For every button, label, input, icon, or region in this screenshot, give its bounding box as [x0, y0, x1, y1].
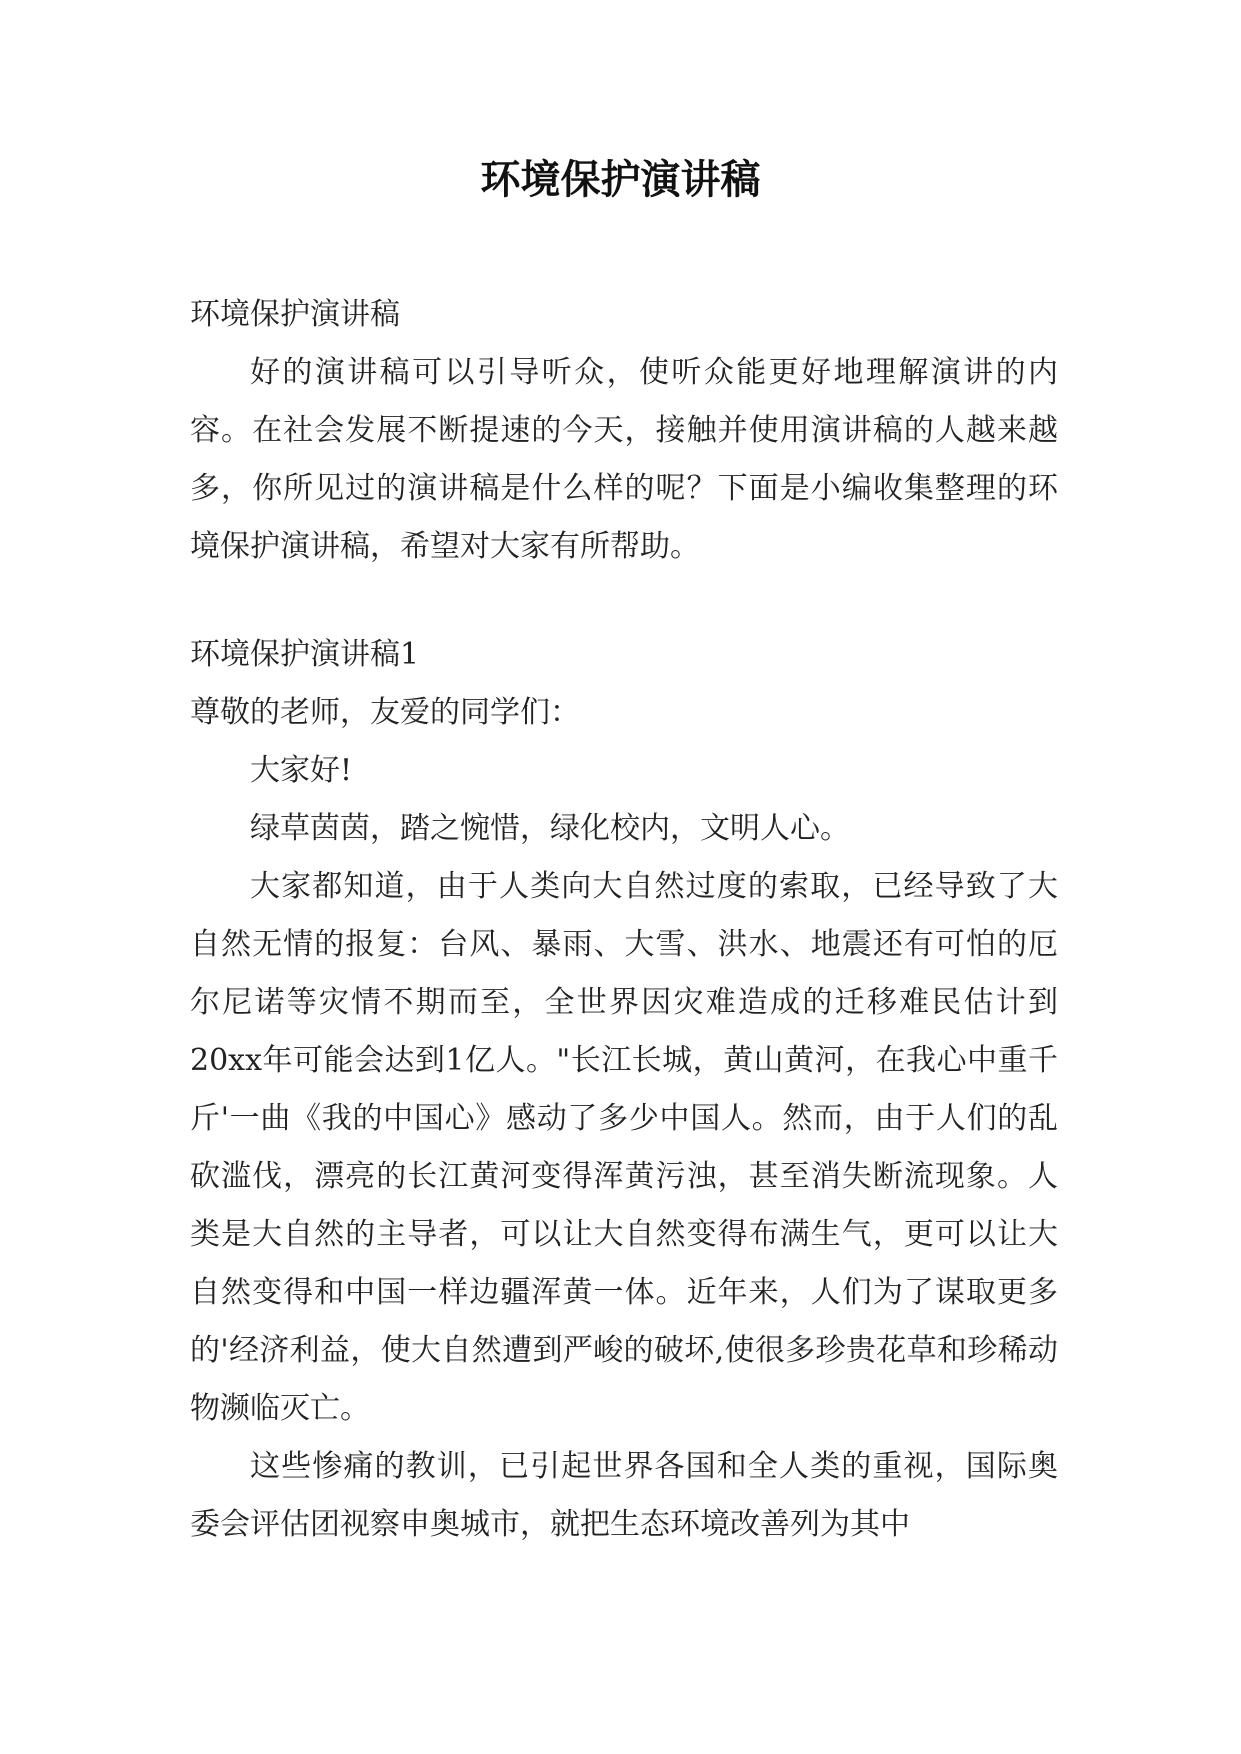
body-paragraph-1: 大家都知道，由于人类向大自然过度的索取，已经导致了大自然无情的报复：台风、暴雨、大雪、洪水、地震还有可怕的厄尔尼诺等灾情不期而至，全世界因灾难造成的迁移难民估计到20xx年可能会达到1亿人。"长江长城，黄山黄河，在我心中重千斤'一曲《我的中国心》感动了多少中国人。然而，由于人们的乱砍滥伐，漂亮的长江黄河变得浑黄污浊，甚至消失断流现象。人类是大自然的主导者，可以让大自然变得布满生气，更可以让大自然变得和中国一样边疆浑黄一体。近年来，人们为了谋取更多的'经济利益，使大自然遭到严峻的破坏,使很多珍贵花草和珍稀动物濒临灭亡。 — [190, 869, 1058, 1426]
body-paragraph-2: 这些惨痛的教训，已引起世界各国和全人类的重视，国际奥委会评估团视察申奥城市，就把生态环境改善列为其中 — [190, 1449, 1058, 1542]
intro-paragraph: 好的演讲稿可以引导听众，使听众能更好地理解演讲的内容。在社会发展不断提速的今天，接触并使用演讲稿的人越来越多，你所见过的演讲稿是什么样的呢？下面是小编收集整理的环境保护演讲稿，希望对大家有所帮助。 — [190, 355, 1058, 564]
salutation: 尊敬的老师，友爱的同学们： — [190, 695, 580, 730]
section-heading: 环境保护演讲稿1 — [190, 637, 420, 672]
document-title: 环境保护演讲稿 — [480, 156, 761, 203]
greeting: 大家好! — [250, 753, 353, 788]
subtitle: 环境保护演讲稿 — [190, 297, 400, 332]
opening-line: 绿草茵茵，踏之惋惜，绿化校内，文明人心。 — [250, 811, 850, 846]
document-body — [190, 286, 1058, 1554]
